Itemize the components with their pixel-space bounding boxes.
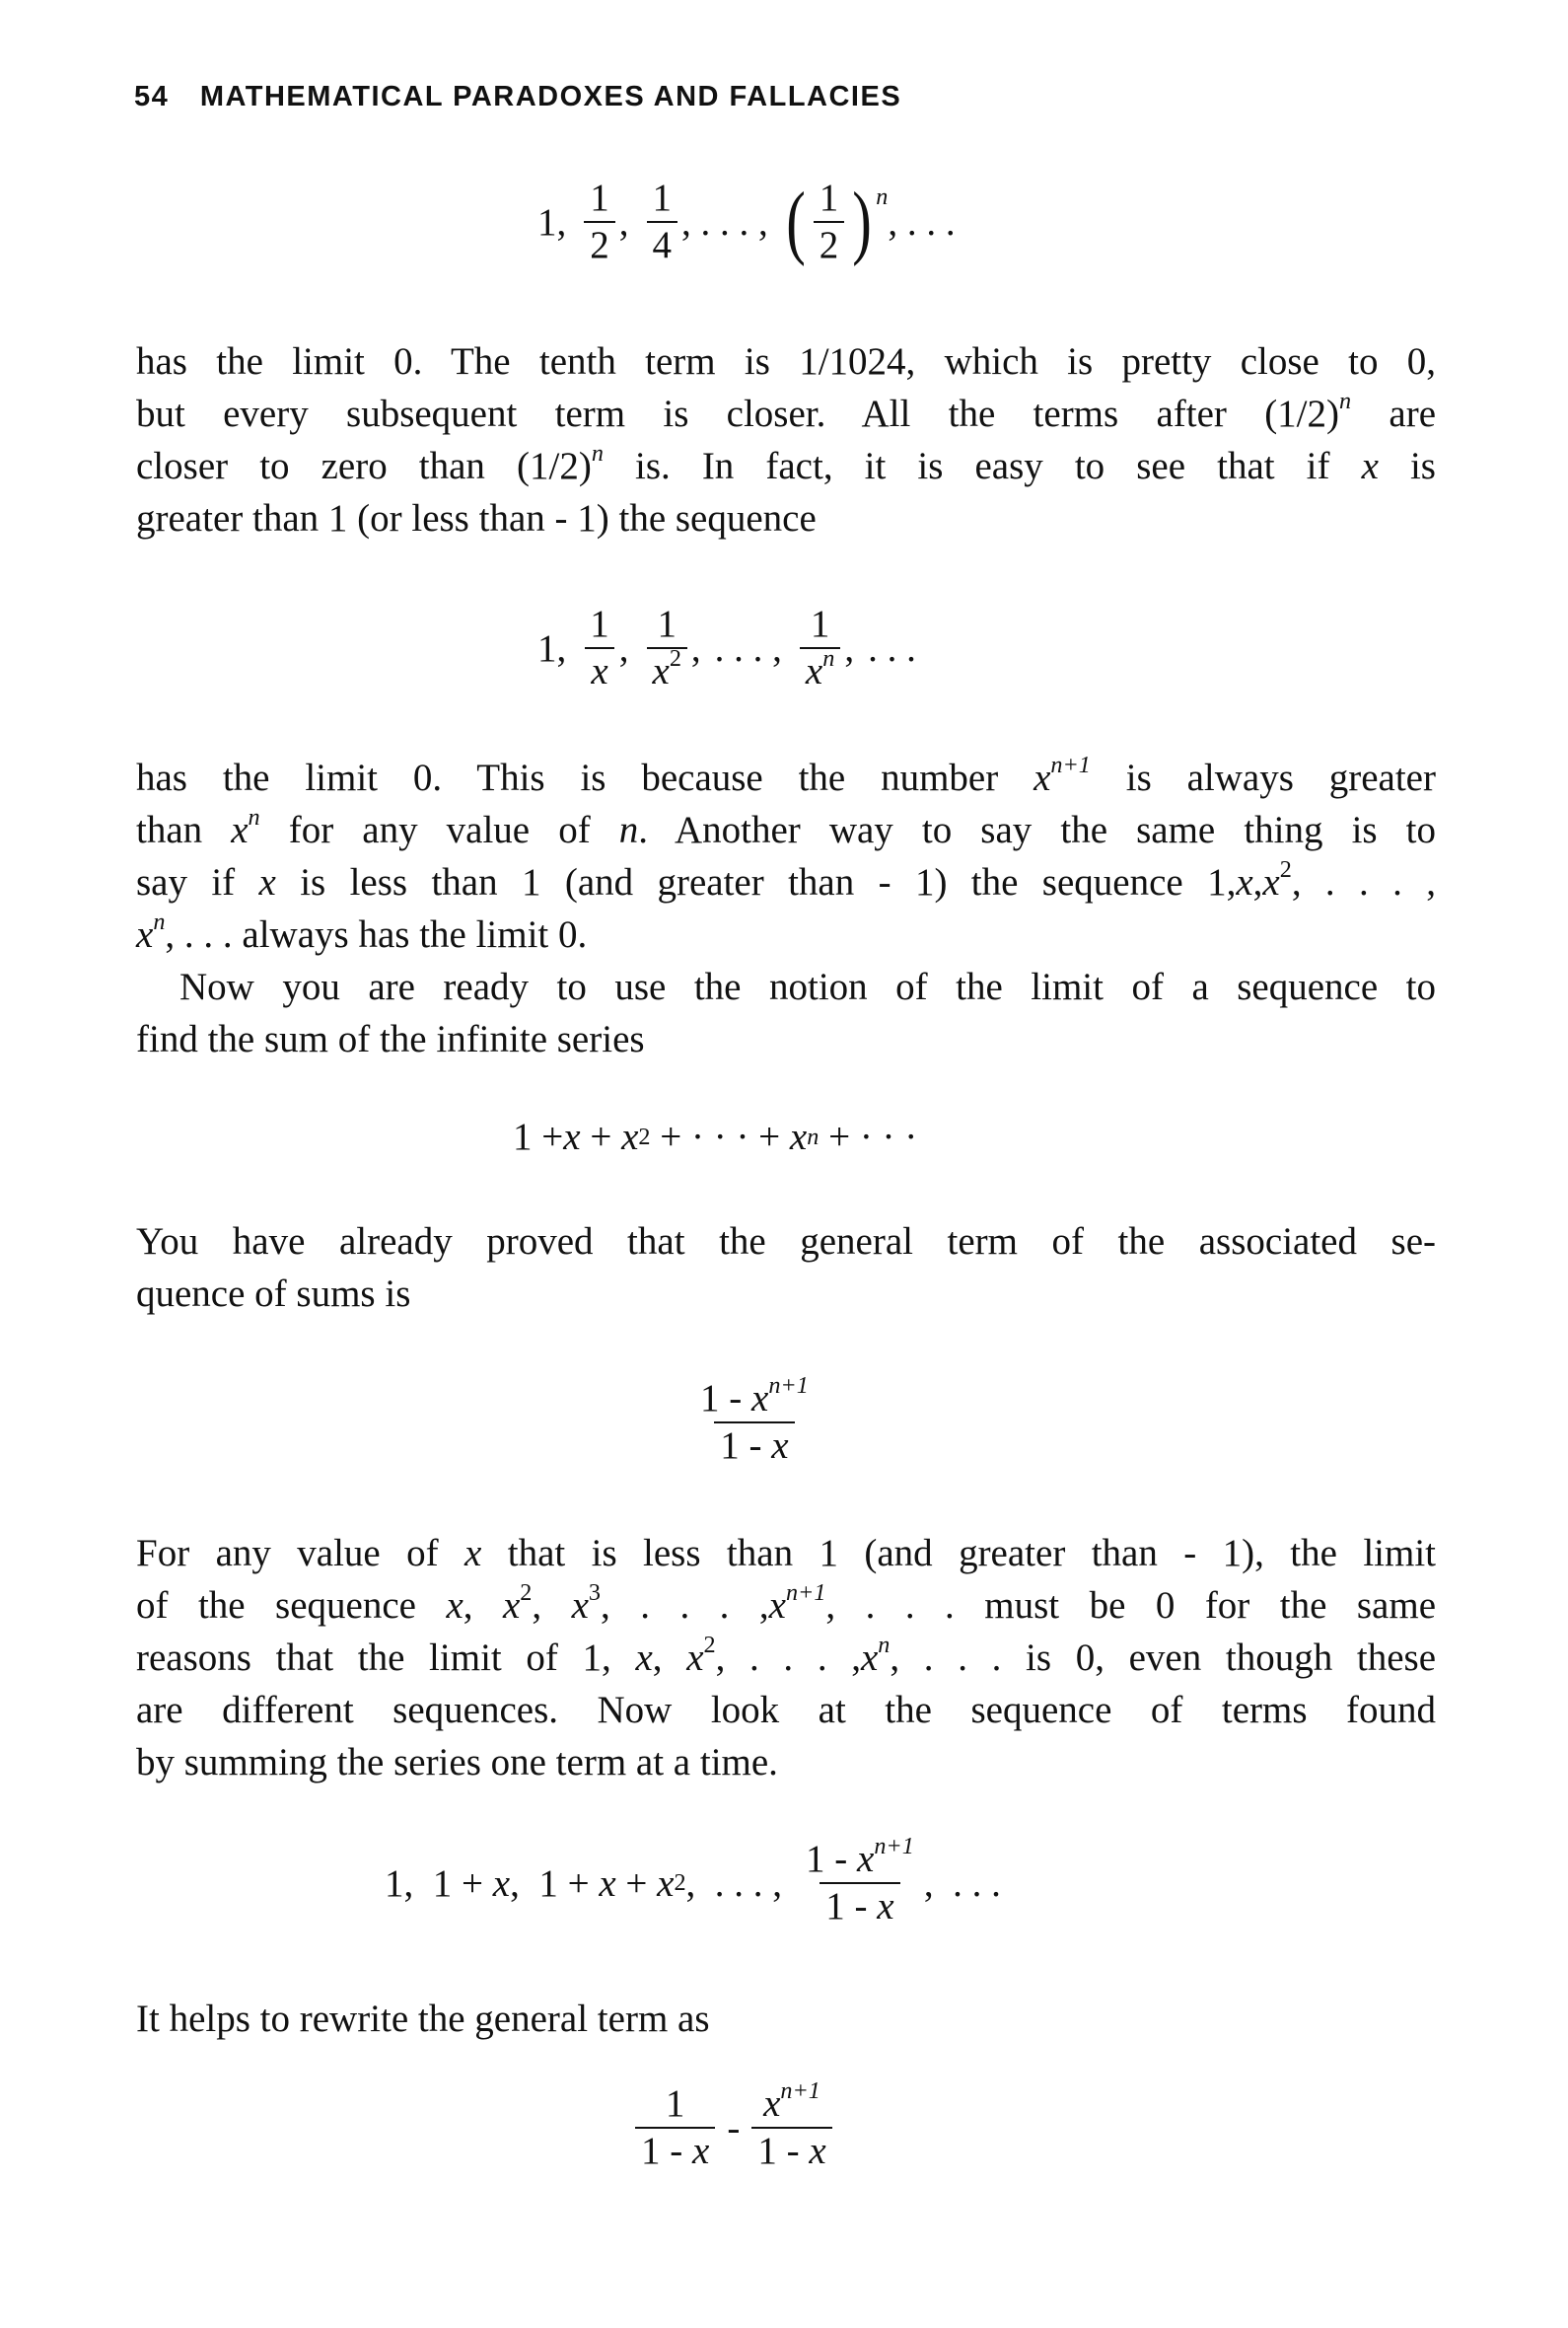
paragraph: has the limit 0. The tenth term is 1/1024, which is pretty close to 0, but every subsequent term is closer. All the terms after $(1/2)^n$ are closer to zero than $(1/2)^n$ is. In fact, it is easy to see that if x is greater than 1 (or less than - 1) the sequence xyxy=(136,340,1437,540)
paragraph: For any value of x that is less than 1 (and greater than - 1), the limit of the sequence x, $x^2$, $x^3$, . . . $,x^{n+1}$, . . . must be 0 for the same reasons that the limit of 1, x, $x^2$, . . . $,x^n$, . . . is 0, even though these are different sequences. Now look at the sequence of terms found by summing the series one term at a time. xyxy=(136,1532,1437,1783)
fraction: $\frac{1 - x^{n+1}}{1 - x}$ xyxy=(806,1832,914,1928)
equation-rewritten-term: $\frac{1}{1 - x}$ - $\frac{x^{n+1}}{1 - x}$ xyxy=(631,2081,836,2174)
equation-partial-sums: 1, 1 + x , 1 + x + x 2 , . . . , $\frac{1 - x^{n+1}}{1 - x}$ , . . . xyxy=(385,1832,1001,1928)
equation-geometric-sequence: 1, $\frac{1}{2}$ , $\frac{1}{4}$ , . . . , ( $\frac{1}{2}$ ) n , . . . xyxy=(537,176,956,267)
paragraph: It helps to rewrite the general term as xyxy=(136,1998,710,2040)
paragraph: Now you are ready to use the notion of the limit of a sequence to find the sum of the infinite series xyxy=(136,966,1436,1060)
fraction: $\frac{1}{4}$ xyxy=(647,176,678,268)
page-number: 54 xyxy=(134,81,170,112)
fraction: $\frac{1}{2}$ xyxy=(814,176,845,268)
fraction: $\frac{1}{x^n}$ xyxy=(800,602,840,694)
paragraph: You have already proved that the general term of the associated se- quence of sums is xyxy=(136,1220,1436,1315)
equation-general-term xyxy=(690,1371,819,1469)
fraction: $\frac{1}{x^2}$ xyxy=(647,602,687,694)
equation-reciprocal-powers: 1, $\frac{1}{x}$ , $\frac{1}{x^2}$ , . . . , $\frac{1}{x^n}$ , . . . xyxy=(537,603,916,692)
running-title: MATHEMATICAL PARADOXES AND FALLACIES xyxy=(199,81,902,112)
equation-infinite-series: 1 + x + x 2 + · · · + x n + · · · xyxy=(513,1116,918,1158)
fraction: $\frac{1}{1 - x}$ xyxy=(635,2081,715,2174)
running-header xyxy=(134,81,901,113)
fraction: $\frac{1 - x^{n+1}}{1 - x}$ xyxy=(700,1371,809,1467)
fraction: $\frac{x^{n+1}}{1 - x}$ xyxy=(751,2081,831,2174)
fraction: $\frac{1}{x}$ xyxy=(584,602,615,694)
paragraph: has the limit 0. This is because the number $x^{n+1}$ is always greater than $x^n$ for any value of n. Another way to say the same thing is to say if x is less than 1 (and greater than - 1) the sequence $1,x,x^2$, . . . , $x^n$, . . . always has the limit 0. xyxy=(136,751,1437,956)
fraction: $\frac{1}{2}$ xyxy=(584,176,615,268)
